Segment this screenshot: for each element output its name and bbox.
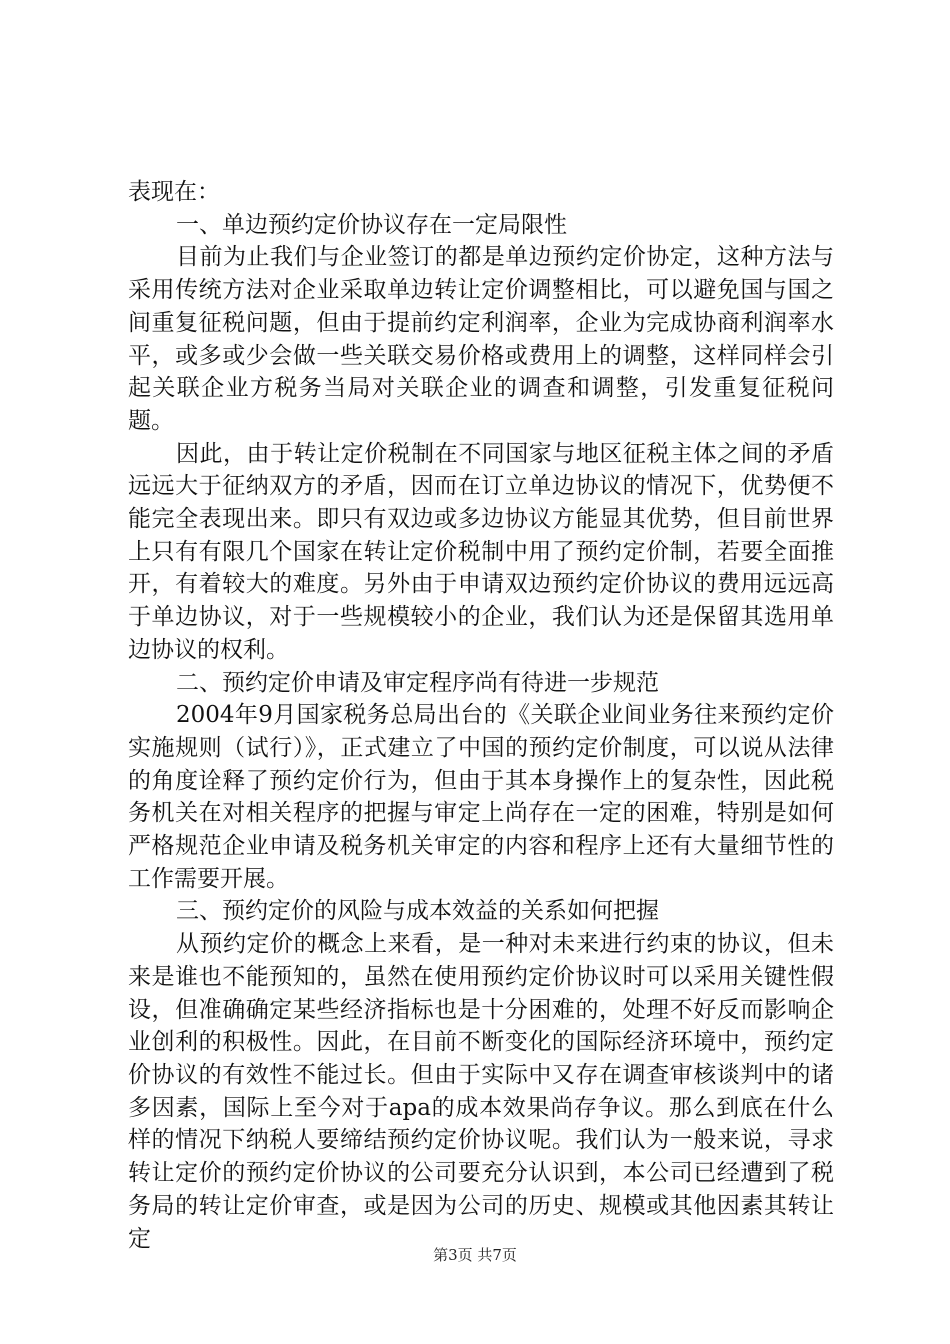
paragraph: 目前为止我们与企业签订的都是单边预约定价协定，这种方法与采用传统方法对企业采取单边转让定价调整相比，可以避免国与国之间重复征税问题，但由于提前约定利润率，企业为完成协商利润率水平，或多或少会做一些关联交易价格或费用上的调整，这样同样会引起关联企业方税务当局对关联企业的调查和调整，引发重复征税问题。 [128, 244, 834, 434]
section-heading-3: 三、预约定价的风险与成本效益的关系如何把握 [176, 898, 659, 925]
paragraph: 从预约定价的概念上来看，是一种对未来进行约束的协议，但未来是谁也不能预知的，虽然在使用预约定价协议时可以采用关键性假设，但准确确定某些经济指标也是十分困难的，处理不好反而影响企业创利的积极性。因此，在目前不断变化的国际经济环境中，预约定价协议的有效性不能过长。但由于实际中又存在调查审核谈判中的诸多因素，国际上至今对于apa的成本效果尚存争议。那么到底在什么样的情况下纳税人要缔结预约定价协议呢。我们认为一般来说，寻求转让定价的预约定价协议的公司要充分认识到，本公司已经遭到了税务局的转让定价审查，或是因为公司的历史、规模或其他因素其转让定 [128, 931, 834, 1252]
paragraph: 因此，由于转让定价税制在不同国家与地区征税主体之间的矛盾远远大于征纳双方的矛盾，因而在订立单边协议的情况下，优势便不能完全表现出来。即只有双边或多边协议方能显其优势，但目前世界上只有有限几个国家在转让定价税制中用了预约定价制，若要全面推开，有着较大的难度。另外由于申请双边预约定价协议的费用远远高于单边协议，对于一些规模较小的企业，我们认为还是保留其选用单边协议的权利。 [128, 440, 834, 663]
section-heading-1: 一、单边预约定价协议存在一定局限性 [176, 211, 567, 238]
paragraph: 2004年9月国家税务总局出台的《关联企业间业务往来预约定价实施规则（试行）》，正式建立了中国的预约定价制度，可以说从法律的角度诠释了预约定价行为，但由于其本身操作上的复杂性，因此税务机关在对相关程序的把握与审定上尚存在一定的困难，特别是如何严格规范企业申请及税务机关审定的内容和程序上还有大量细节性的工作需要开展。 [128, 702, 834, 892]
page-footer: 第3页 共7页 [433, 1246, 517, 1264]
document-body [128, 176, 834, 1255]
paragraph-intro: 表现在： [128, 179, 220, 205]
section-heading-2: 二、预约定价申请及审定程序尚有待进一步规范 [176, 669, 659, 696]
